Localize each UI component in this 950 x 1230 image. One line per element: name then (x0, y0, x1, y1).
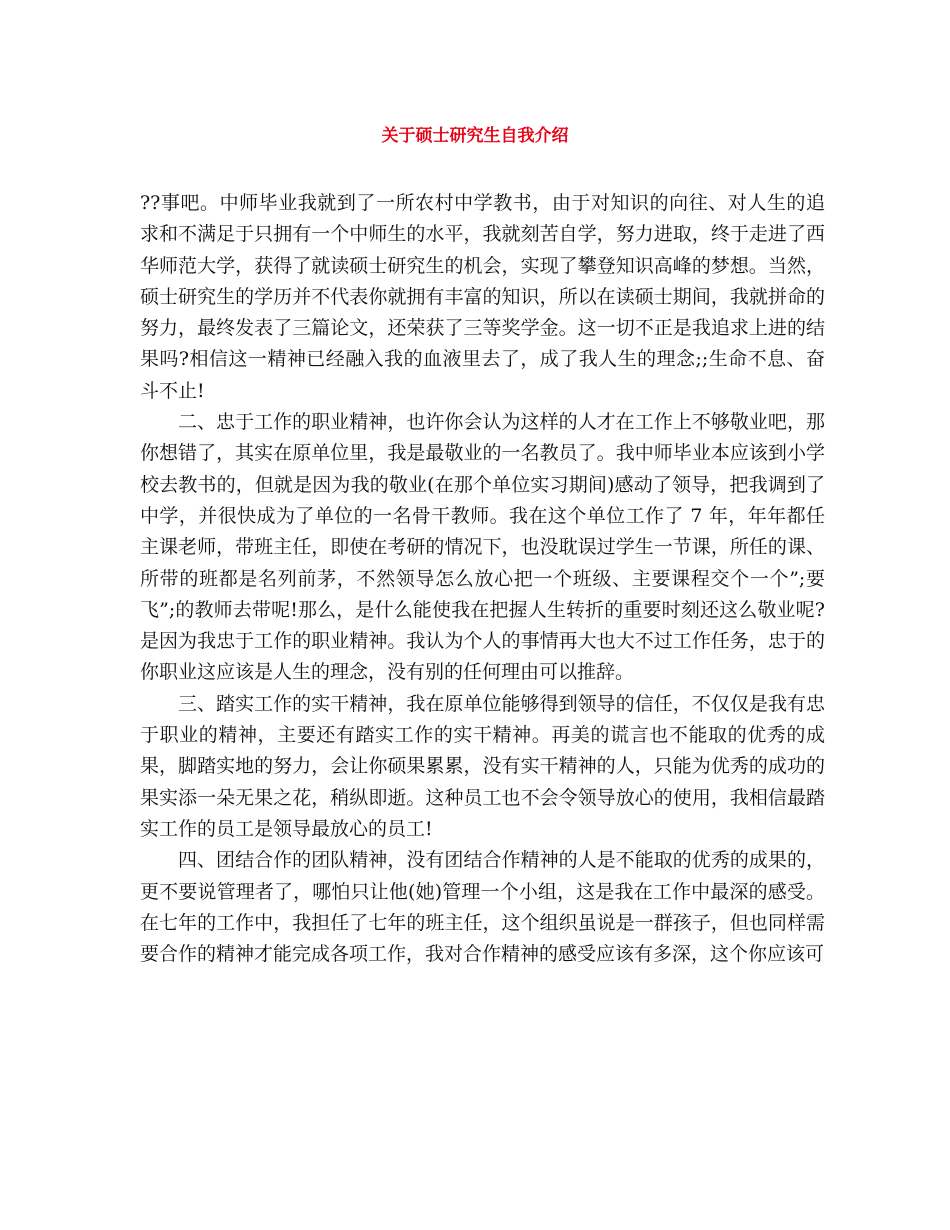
paragraph-professional-spirit: 二、忠于工作的职业精神，也许你会认为这样的人才在工作上不够敬业吧，那你想错了，其实在原单位里，我是最敬业的一名教员了。我中师毕业本应该到小学校去教书的，但就是因为我的敬业(在那个单位实习期间)感动了领导，把我调到了中学，并很快成为了单位的一名骨干教师。我在这个单位工作了 7 年，年年都任主课老师，带班主任，即使在考研的情况下，也没耽误过学生一节课，所任的课、所带的班都是名列前茅，不然领导怎么放心把一个班级、主要课程交个一个”;要飞”;的教师去带呢!那么，是什么能使我在把握人生转折的重要时刻还这么敬业呢?是因为我忠于工作的职业精神。我认为个人的事情再大也大不过工作任务，忠于的你职业这应该是人生的理念，没有别的任何理由可以推辞。 (140, 411, 825, 684)
document-title: 关于硕士研究生自我介绍 (381, 126, 569, 146)
paragraph-practical-spirit: 三、踏实工作的实干精神，我在原单位能够得到领导的信任，不仅仅是我有忠于职业的精神，主要还有踏实工作的实干精神。再美的谎言也不能取的优秀的成果，脚踏实地的努力，会让你硕果累累，没有实干精神的人，只能为优秀的成功的果实添一朵无果之花，稍纵即逝。这种员工也不会令领导放心的使用，我相信最踏实工作的员工是领导最放心的员工! (140, 692, 825, 840)
paragraph-team-spirit: 四、团结合作的团队精神，没有团结合作精神的人是不能取的优秀的成果的，更不要说管理者了，哪怕只让他(她)管理一个小组，这是我在工作中最深的感受。在七年的工作中，我担任了七年的班主任，这个组织虽说是一群孩子，但也同样需要合作的精神才能完成各项工作，我对合作精神的感受应该有多深，这个你应该可 (140, 849, 825, 966)
document-body (140, 188, 825, 970)
paragraph-intro: ??事吧。中师毕业我就到了一所农村中学教书，由于对知识的向往、对人生的追求和不满足于只拥有一个中师生的水平，我就刻苦自学，努力进取，终于走进了西华师范大学，获得了就读硕士研究生的机会，实现了攀登知识高峰的梦想。当然，硕士研究生的学历并不代表你就拥有丰富的知识，所以在读硕士期间，我就拼命的努力，最终发表了三篇论文，还荣获了三等奖学金。这一切不正是我追求上进的结果吗?相信这一精神已经融入我的血液里去了，成了我人生的理念;;生命不息、奋斗不止! (140, 192, 825, 402)
